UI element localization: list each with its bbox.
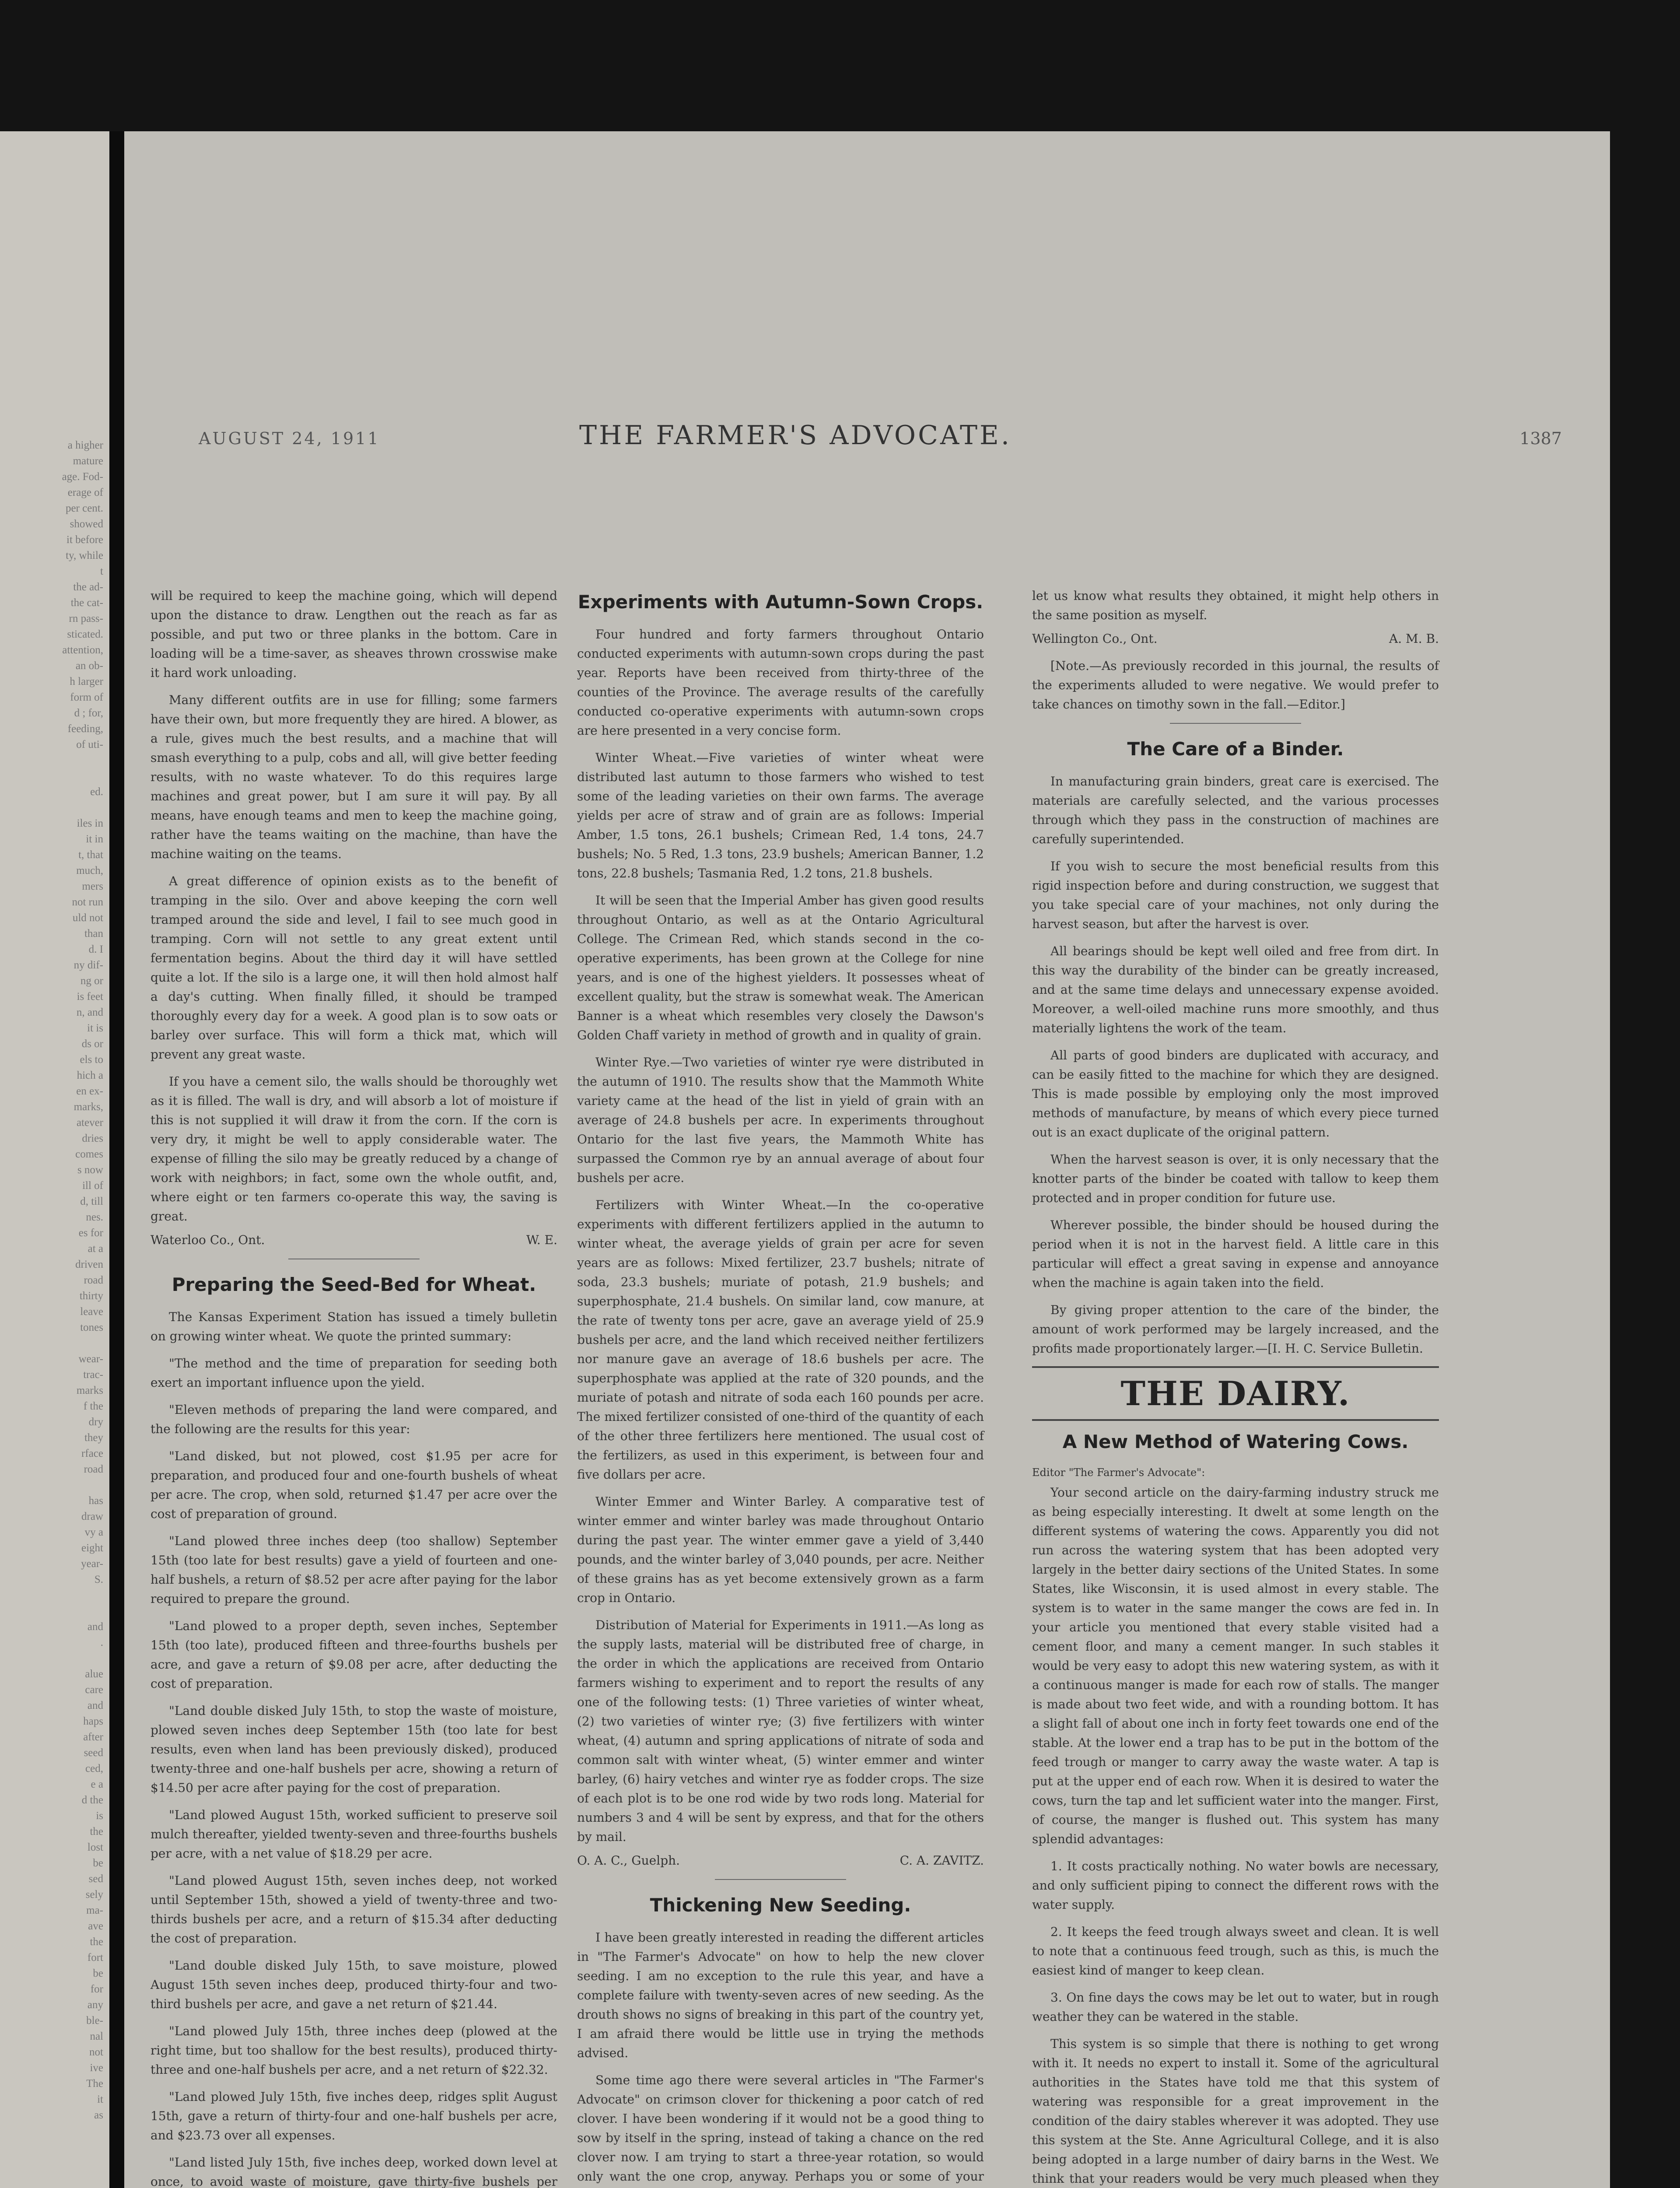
signature-location: O. A. C., Guelph.: [577, 1853, 680, 1868]
paragraph: 1. It costs practically nothing. No water bowls are necessary, and only sufficient piping to connect the different rows with the water supply.: [1032, 1859, 1439, 1912]
paragraph: Winter Emmer and Winter Barley. A comparative test of winter emmer and winter barley was made throughout Ontario during the past year. The winter emmer gave a yield of 3,440 pounds, and the winter barley of 3,040 pounds, per acre. Neither of these grains has as yet become extensively grown as a farm crop in Ontario.: [577, 1494, 984, 1605]
paragraph: By giving proper attention to the care of the binder, the amount of work performed may be largely increased, and the profits made proportionately larger.—[I. H. C. Service Bulletin.: [1032, 1303, 1439, 1356]
paragraph: If you wish to secure the most beneficial results from this rigid inspection before and during construction, we suggest that you take special care of your machines, not only during the harvest season, but after the harvest is over.: [1032, 859, 1439, 931]
editor-note: [Note.—As previously recorded in this journal, the results of the experiments alluded to were negative. We would prefer to take chances on timothy sown in the fall.—Editor.]: [1032, 659, 1439, 712]
paragraph: 2. It keeps the feed trough always sweet and clean. It is well to note that a continuous feed trough, such as this, is much the easiest kind of manger to keep clean.: [1032, 1925, 1439, 1978]
header-date: AUGUST 24, 1911: [199, 429, 380, 448]
paragraph: will be required to keep the machine going, which will depend upon the distance to draw. Lengthen out the reach as far as possible, and put two or three planks in the bottom. Care in loading will be a time-saver, as sheaves thrown crosswise make it hard work unloading.: [150, 589, 557, 680]
paragraph: Many different outfits are in use for filling; some farmers have their own, but more frequently they are hired. A blower, as a rule, gives much the best results, and a machine that will smash everything to a pulp, cobs and all, will give better feeding results, with no waste whatever. To do this requires large machines and great power, but I am sure it will pay. By all means, have enough teams and men to keep the machine going, rather have the teams waiting on the machine, than have the machine waiting on the teams.: [150, 693, 557, 861]
paragraph: "Land plowed August 15th, seven inches deep, not worked until September 15th, showed a yield of twenty-three and two-thirds bushels per acre, and a return of $15.34 after deducting the cost of preparation.: [150, 1873, 557, 1946]
paragraph: Wherever possible, the binder should be housed during the period when it is not in the harvest field. A little care in this particular will effect a great saving in expense and annoyance when the machine is again taken into the field.: [1032, 1218, 1439, 1290]
paragraph: This system is so simple that there is nothing to get wrong with it. It needs no expert to install it. Some of the agricultural authorities in the States have told me that this system of watering was responsible for a great improvement in the condition of the dairy stables wherever it was adopted. They use this system at the Ste. Anne Agricultural College, and it is also being adopted in a large number of dairy barns in the West. We think that your readers would be very much pleased when they: [1032, 2037, 1439, 2186]
paragraph: The Kansas Experiment Station has issued a timely bulletin on growing winter wheat. We quote the printed summary:: [150, 1310, 557, 1343]
article-title: The Care of a Binder.: [1127, 738, 1344, 760]
paragraph: "Land plowed three inches deep (too shallow) September 15th (too late for best results) gave a yield of fourteen and one-half bushels, a return of $8.52 per acre after paying for the labor required to prepare the ground.: [150, 1534, 557, 1606]
paragraph: "Land double disked July 15th, to save moisture, plowed August 15th seven inches deep, produced thirty-four and two-third bushels per acre, and gave a net return of $21.44.: [150, 1958, 557, 2011]
signature-line: [577, 1851, 984, 1870]
signature-line: [150, 1231, 557, 1250]
paragraph: In manufacturing grain binders, great care is exercised. The materials are carefully selected, and the various processes through which they pass in the construction of machines are carefully superintended.: [1032, 774, 1439, 846]
paragraph: "Land plowed to a proper depth, seven inches, September 15th (too late), produced fifteen and three-fourths bushels per acre, and gave a return of $9.08 per acre, after deducting the cost of preparation.: [150, 1619, 557, 1691]
salutation: Editor "The Farmer's Advocate":: [1032, 1466, 1205, 1479]
paragraph: "Land disked, but not plowed, cost $1.95 per acre for preparation, and produced four and one-fourth bushels of wheat per acre. The crop, when sold, returned $1.47 per acre over the cost of preparation of ground.: [150, 1449, 557, 1521]
paragraph: When the harvest season is over, it is only necessary that the knotter parts of the binder be coated with tallow to keep them protected and in proper condition for future use.: [1032, 1152, 1439, 1205]
paragraph: "Eleven methods of preparing the land were compared, and the following are the results for this year:: [150, 1403, 557, 1436]
binding-gutter: [109, 131, 124, 2188]
paragraph: Winter Wheat.—Five varieties of winter wheat were distributed last autumn to those farmers who wished to test some of the leading varieties on their own farms. The average yields per acre of straw and of grain are as follows: Imperial Amber, 1.5 tons, 26.1 bushels; Crimean Red, 1.4 tons, 24.7 bushels; No. 5 Red, 1.3 tons, 23.9 bushels; American Banner, 1.2 tons, 22.8 bushels; Tasmania Red, 1.2 tons, 21.8 bushels.: [577, 750, 984, 880]
article-title: Thickening New Seeding.: [650, 1894, 911, 1916]
paragraph: All parts of good binders are duplicated with accuracy, and can be easily fitted to the machine for which they are designed. This is made possible by employing only the most improved methods of manufacture, by means of which every piece turned out is an exact duplicate of the original pattern.: [1032, 1048, 1439, 1140]
adjacent-page-text: a higher mature age. Fod- erage of per cent. showed it before ty, while t the ad- the cat- rn pass- sticated. attention, an ob- h larger form of d ; for, feeding, of uti- ed. iles in it in t, that much, mers not run uld not than d. I ny dif- ng or is feet n, and it is ds or els to hich a en ex- marks, atever dries comes s now ill of d, till nes. es for at a driven road thirty leave tones wear- trac- marks f the dry they rface road has draw vy a eight year- S. and . alue care and haps after seed ced, e a d the is the lost be sed sely ma- ave the fort be for any ble- nal not ive The it as: [62, 439, 103, 2121]
paragraph: Fertilizers with Winter Wheat.—In the co-operative experiments with different fertilizers applied in the autumn to winter wheat, the average yields of grain per acre for seven years are as follows: Mixed fertilizer, 23.7 bushels; nitrate of soda, 23.3 bushels; muriate of potash, 21.9 bushels; and superphosphate, 21.4 bushels. On similar land, cow manure, at the rate of twenty tons per acre, gave an average yield of 25.9 bushels per acre, and the land which received neither fertilizers nor manure gave an average of 18.6 bushels per acre. The superphosphate was applied at the rate of 320 pounds, and the muriate of potash and nitrate of soda each 160 pounds per acre. The mixed fertilizer consisted of one-third of the quantity of each of the other three fertilizers here mentioned. The usual cost of the fertilizers, as used in this experiment, is between four and five dollars per acre.: [577, 1198, 984, 1482]
column-1: [150, 586, 557, 2188]
section-header: THE DAIRY.: [1032, 1366, 1439, 1421]
paragraph: Distribution of Material for Experiments in 1911.—As long as the supply lasts, material will be distributed free of charge, in the order in which the applications are received from Ontario farmers wishing to experiment and to report the results of any one of the following tests: (1) Three varieties of winter wheat, (2) two varieties of winter rye; (3) five fertilizers with winter wheat, (4) autumn and spring applications of nitrate of soda and common salt with winter wheat, (5) winter emmer and winter barley, (6) hairy vetches and winter rye as fodder crops. The size of each plot is to be one rod wide by two rods long. Material for numbers 3 and 4 will be sent by express, and that for the others by mail.: [577, 1618, 984, 1844]
paragraph: It will be seen that the Imperial Amber has given good results throughout Ontario, as well as at the Ontario Agricultural College. The Crimean Red, which stands second in the co-operative experiments, has been grown at the College for nine years, and is one of the highest yielders. It possesses wheat of excellent quality, but the straw is somewhat weak. The American Banner is a wheat which resembles very closely the Dawson's Golden Chaff variety in method of growth and in quality of grain.: [577, 893, 984, 1042]
paragraph: "The method and the time of preparation for seeding both exert an important influence upon the yield.: [150, 1356, 557, 1390]
column-3: [1032, 586, 1439, 2188]
signature-author: A. M. B.: [1389, 631, 1439, 646]
section-divider: [1170, 723, 1301, 724]
paragraph: 3. On fine days the cows may be let out to water, but in rough weather they can be watered in the stable.: [1032, 1990, 1439, 2024]
paragraph: "Land listed July 15th, five inches deep, worked down level at once, to avoid waste of moisture, gave thirty-five bushels per: [150, 2155, 557, 2188]
paragraph: If you have a cement silo, the walls should be thoroughly wet as it is filled. The wall is dry, and will absorb a lot of moisture if this is not supplied it will draw it from the corn. If the corn is very dry, it might be well to apply considerable water. The expense of filling the silo may be greatly reduced by a change of work with neighbors; in fact, some own the whole outfit, and, where eight or ten farmers co-operate this way, the saving is great.: [150, 1074, 557, 1224]
paragraph: "Land plowed July 15th, three inches deep (plowed at the right time, but too shallow for the best results), produced thirty-three and one-half bushels per acre, and a net return of $22.32.: [150, 2024, 557, 2077]
article-title: Experiments with Autumn-Sown Crops.: [578, 591, 984, 613]
article-title: A New Method of Watering Cows.: [1062, 1431, 1409, 1452]
paragraph: A great difference of opinion exists as to the benefit of tramping in the silo. Over and above keeping the corn well tramped around the side and level, I fail to see much good in tramping. Corn will not settle to any great extent until fermentation begins. About the third day it will have settled quite a lot. If the silo is a large one, it will then hold almost half a day's cutting. When finally filled, it should be tramped thoroughly every day for a week. A good plan is to sow oats or barley over surface. This will form a thick mat, which will prevent any great waste.: [150, 874, 557, 1062]
paragraph: All bearings should be kept well oiled and free from dirt. In this way the durability of the binder can be greatly increased, and at the same time delays and unnecessary expense avoided. Moreover, a well-oiled machine runs more smoothly, and thus materially lightens the work of the team.: [1032, 944, 1439, 1035]
paragraph: "Land plowed July 15th, five inches deep, ridges split August 15th, gave a return of thirty-four and one-half bushels per acre, and $23.73 over all expenses.: [150, 2090, 557, 2142]
adjacent-page-edge: [0, 131, 109, 2188]
signature-author: C. A. ZAVITZ.: [900, 1853, 984, 1868]
article-title: Preparing the Seed-Bed for Wheat.: [172, 1274, 536, 1295]
signature-author: W. E.: [526, 1233, 557, 1247]
header-page-number: 1387: [1519, 429, 1562, 448]
paragraph: Your second article on the dairy-farming industry struck me as being especially interesting. It dwelt at some length on the different systems of watering the cows. Apparently you did not run across the watering system that has been adopted very largely in the better dairy sections of the United States. In some States, like Wisconsin, it is used almost in every stable. The system is to water in the same manger the cows are fed in. In your article you mentioned that every stable visited had a cement floor, and many a cement manger. In such stables it would be very easy to adopt this new watering system, as with it a continuous manger is made for each row of stalls. The manger is made about two feet wide, and with a rounding bottom. It has a slight fall of about one inch in forty feet towards one end of the stable. At the lower end a trap has to be put in the bottom of the feed trough or manger to carry away the waste water. A tap is put at the upper end of each row. When it is desired to water the cows, turn the tap and let sufficient water into the manger. First, of course, the manger is flushed out. This system has many splendid advantages:: [1032, 1485, 1439, 1846]
signature-location: Wellington Co., Ont.: [1032, 631, 1158, 646]
paragraph: Some time ago there were several articles in "The Farmer's Advocate" on crimson clover for thickening a poor catch of red clover. I have been wondering if it would not be a good thing to sow by itself in the spring, instead of taking a chance on the red clover now. I am trying to start a three-year rotation, so would only want the one crop, anyway. Perhaps you or some of your: [577, 2073, 984, 2184]
signature-location: Waterloo Co., Ont.: [150, 1233, 265, 1247]
paragraph: "Land plowed August 15th, worked sufficient to preserve soil mulch thereafter, yielded twenty-seven and three-fourths bushels per acre, with a net value of $18.29 per acre.: [150, 1808, 557, 1861]
header-title: THE FARMER'S ADVOCATE.: [579, 420, 1012, 451]
paragraph: Four hundred and forty farmers throughout Ontario conducted experiments with autumn-sown crops during the past year. Reports have been received from thirty-three of the counties of the Province. The average results of the carefully conducted co-operative experiments with autumn-sown crops are here presented in a very concise form.: [577, 627, 984, 738]
paragraph: "Land double disked July 15th, to stop the waste of moisture, plowed seven inches deep September 15th (too late for best results, even when land has been previously disked), produced twenty-three and one-half bushels per acre, showing a return of $14.50 per acre after paying for the cost of preparation.: [150, 1704, 557, 1795]
section-divider: [715, 1879, 846, 1880]
newspaper-page: [124, 131, 1610, 2188]
paragraph: Winter Rye.—Two varieties of winter rye were distributed in the autumn of 1910. The results show that the Mammoth White variety came at the head of the list in yield of grain with an average of 24.8 bushels per acre. In experiments throughout Ontario for the last five years, the Mammoth White has surpassed the Common rye by an annual average of about four bushels per acre.: [577, 1055, 984, 1185]
signature-line: [1032, 629, 1439, 649]
paragraph: let us know what results they obtained, it might help others in the same position as myself.: [1032, 589, 1439, 622]
paragraph: I have been greatly interested in reading the different articles in "The Farmer's Advocate" on how to help the new clover seeding. I am no exception to the rule this year, and have a complete failure with twenty-seven acres of new seeding. As the drouth shows no signs of breaking in this part of the country yet, I am afraid there would be little use in trying the methods advised.: [577, 1930, 984, 2060]
running-header: [124, 411, 1610, 459]
